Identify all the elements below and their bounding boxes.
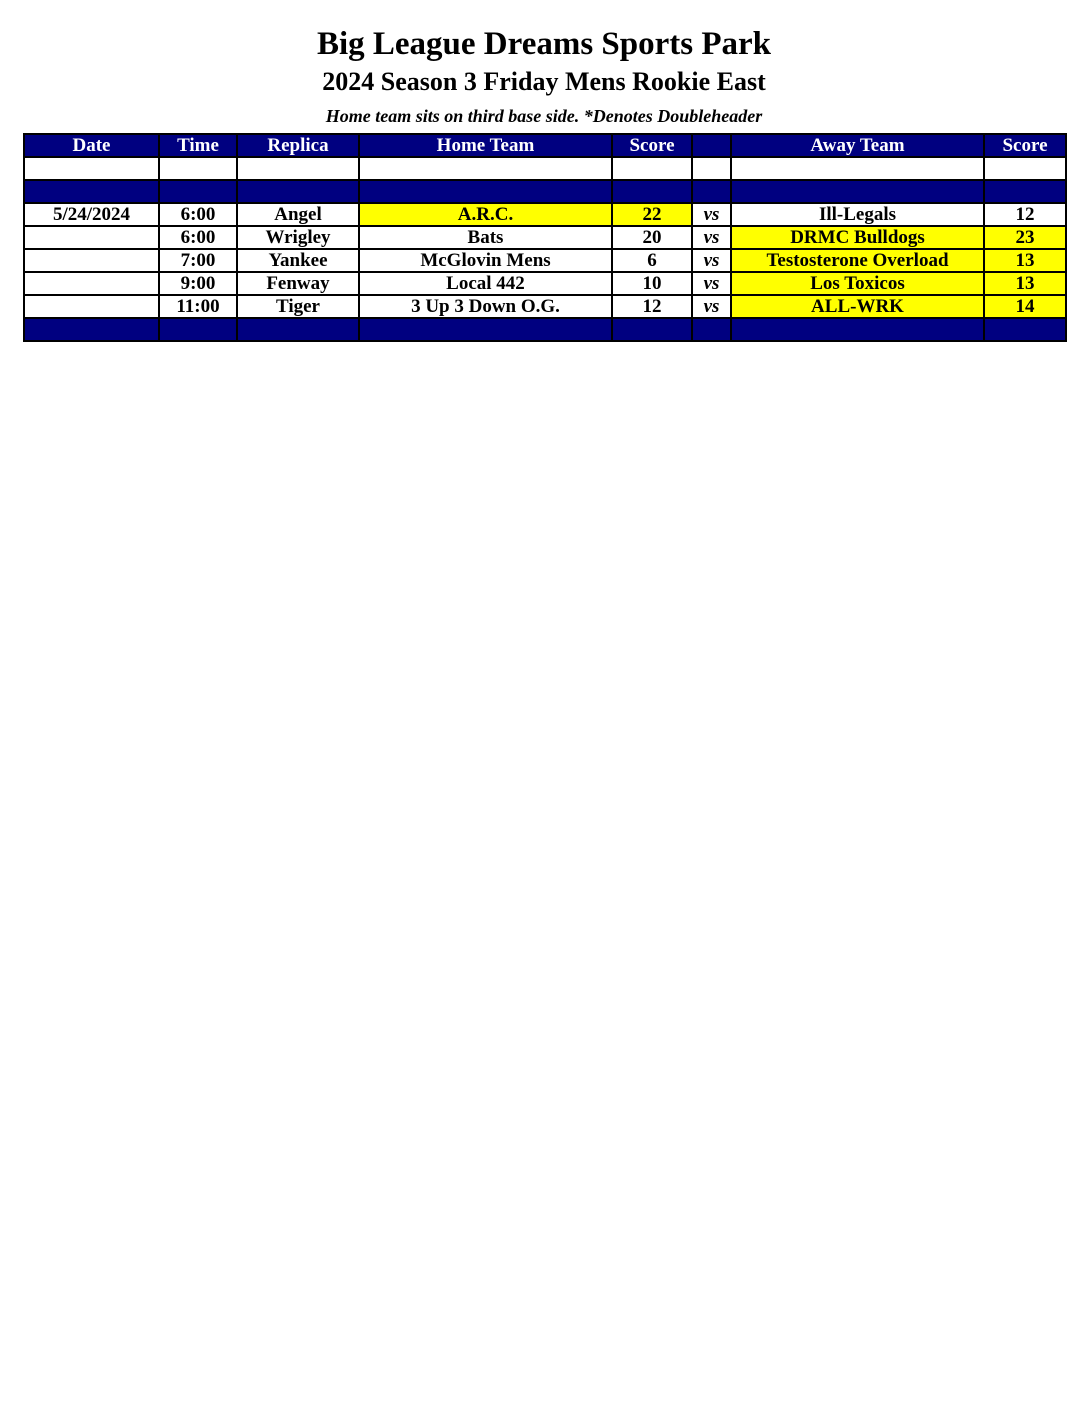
game-time: 7:00 [159,249,237,272]
page-title: Big League Dreams Sports Park [316,26,772,62]
away-score: 13 [984,249,1066,272]
blank-row [24,157,1066,180]
game-field: Wrigley [237,226,359,249]
game-field: Angel [237,203,359,226]
band-cell [612,318,692,341]
home-score: 20 [612,226,692,249]
game-date [24,226,159,249]
column-header-replica: Replica [237,134,359,157]
vs-label: vs [692,249,731,272]
away-score: 14 [984,295,1066,318]
home-score: 6 [612,249,692,272]
home-score: 12 [612,295,692,318]
column-header-home-score: Score [612,134,692,157]
home-score: 10 [612,272,692,295]
away-team: Testosterone Overload [731,249,984,272]
blank-cell [359,157,612,180]
away-team: ALL-WRK [731,295,984,318]
blank-cell [612,157,692,180]
band-cell [24,318,159,341]
band-cell [984,318,1066,341]
separator-band-row [24,180,1066,203]
band-cell [237,318,359,341]
game-row [24,249,1066,272]
vs-label: vs [692,226,731,249]
column-header-home-team: Home Team [359,134,612,157]
band-cell [159,318,237,341]
blank-cell [692,157,731,180]
game-date [24,272,159,295]
home-team: Bats [359,226,612,249]
band-cell [24,180,159,203]
game-date [24,249,159,272]
away-team: DRMC Bulldogs [731,226,984,249]
schedule-note: Home team sits on third base side. *Denotes Doubleheader [325,106,763,126]
game-time: 6:00 [159,226,237,249]
footer-band-row [24,318,1066,341]
game-field: Tiger [237,295,359,318]
band-cell [612,180,692,203]
vs-label: vs [692,272,731,295]
away-score: 12 [984,203,1066,226]
column-header-date: Date [24,134,159,157]
game-field: Yankee [237,249,359,272]
band-cell [359,318,612,341]
game-time: 6:00 [159,203,237,226]
column-header-vs [692,134,731,157]
column-header-time: Time [159,134,237,157]
game-row [24,272,1066,295]
game-time: 11:00 [159,295,237,318]
band-cell [359,180,612,203]
band-cell [237,180,359,203]
blank-cell [237,157,359,180]
band-cell [159,180,237,203]
column-header-away-team: Away Team [731,134,984,157]
schedule-table [23,133,1067,342]
vs-label: vs [692,203,731,226]
band-cell [731,318,984,341]
game-date: 5/24/2024 [24,203,159,226]
away-score: 23 [984,226,1066,249]
band-cell [984,180,1066,203]
home-team: A.R.C. [359,203,612,226]
band-cell [731,180,984,203]
away-team: Ill-Legals [731,203,984,226]
game-date [24,295,159,318]
game-row [24,203,1066,226]
page-subtitle: 2024 Season 3 Friday Mens Rookie East [322,67,766,96]
column-header-row [24,134,1066,157]
column-header-away-score: Score [984,134,1066,157]
game-row [24,226,1066,249]
blank-cell [24,157,159,180]
band-cell [692,180,731,203]
away-score: 13 [984,272,1066,295]
blank-cell [984,157,1066,180]
home-team: 3 Up 3 Down O.G. [359,295,612,318]
blank-cell [159,157,237,180]
game-field: Fenway [237,272,359,295]
home-score: 22 [612,203,692,226]
home-team: McGlovin Mens [359,249,612,272]
band-cell [692,318,731,341]
home-team: Local 442 [359,272,612,295]
away-team: Los Toxicos [731,272,984,295]
game-time: 9:00 [159,272,237,295]
blank-cell [731,157,984,180]
vs-label: vs [692,295,731,318]
game-row [24,295,1066,318]
